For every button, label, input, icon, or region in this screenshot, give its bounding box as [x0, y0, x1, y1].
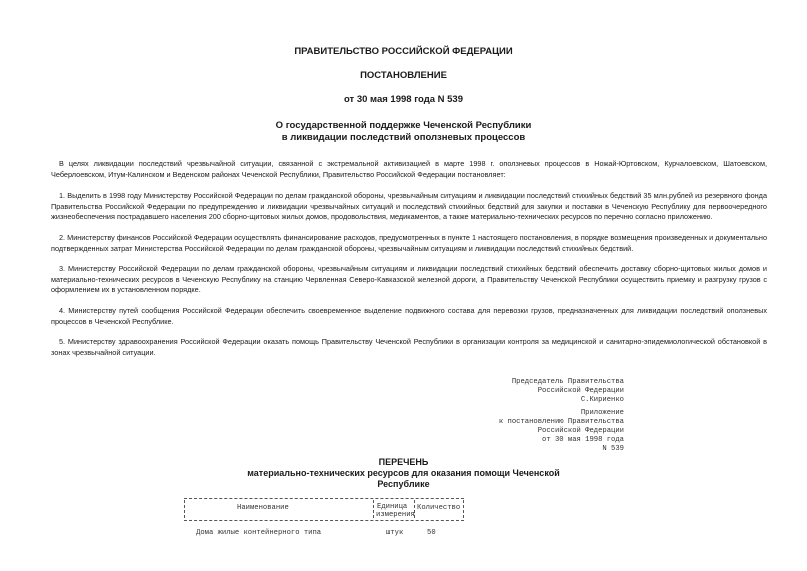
appendix-line-3: Российской Федерации	[537, 427, 624, 435]
appendix-line-5: N 539	[602, 445, 624, 453]
table-left-border	[184, 500, 185, 518]
signature-line-2: Российской Федерации	[537, 387, 624, 395]
table-header-name: Наименование	[237, 504, 289, 512]
table-cell-quantity: 50	[427, 529, 436, 537]
list-title: ПЕРЕЧЕНЬ	[378, 457, 429, 467]
table-header-unit-line-2: измерения	[376, 511, 415, 519]
signature-name: С.Кириенко	[580, 396, 624, 404]
list-subtitle-line-2: Республике	[377, 479, 430, 489]
table-header-quantity: Количество	[417, 504, 461, 512]
paragraph-1: 1. Выделить в 1998 году Министерству Российской Федерации по делам гражданской обороны, чрезвычайным ситуациям и ликвидации последствий стихийных бедствий 35 млн.рублей из резервного фонда Правительства Российской Федерации по предупреждению и ликвидации чрезвычайных ситуаций и последствий стихийных бедствий для закупки и поставки в Чеченскую Республику для первоочередного жизнеобеспечения пострадавшего населения 200 сборно-щитовых жилых домов, продовольствия, медикаментов, а также материально-технических ресурсов по перечню согласно приложению.	[51, 191, 767, 221]
appendix-line-1: Приложение	[580, 409, 624, 417]
appendix-line-4: от 30 мая 1998 года	[542, 436, 624, 444]
appendix-line-2: к постановлению Правительства	[498, 418, 624, 426]
table-header-separator	[184, 520, 464, 521]
document-type: ПОСТАНОВЛЕНИЕ	[360, 70, 447, 81]
table-column-divider	[373, 500, 374, 518]
document-date: от 30 мая 1998 года N 539	[343, 94, 464, 105]
document-title-line-1: О государственной поддержке Чеченской Республики	[275, 120, 532, 131]
list-subtitle-line-1: материально-технических ресурсов для оказания помощи Чеченской	[247, 468, 560, 478]
table-right-border	[463, 500, 464, 518]
table-header-unit-line-1: Единица	[377, 503, 408, 511]
table-top-border	[184, 498, 464, 499]
document-title-line-2: в ликвидации последствий оползневых процессов	[281, 132, 526, 143]
intro-paragraph: В целях ликвидации последствий чрезвычайной ситуации, связанной с экстремальной активизацией в марте 1998 г. оползневых процессов в Ножай-Юртовском, Курчалоевском, Шатоевском, Чеберлоевском, Итум-Калинском и Веденском районах Чеченской Республики, Правительство Российской Федерации постановляет:	[51, 159, 767, 179]
paragraph-5: 5. Министерству здравоохранения Российской Федерации оказать помощь Правительству Чеченской Республики в организации контроля за медицинской и санитарно-эпидемиологической обстановкой в зонах чрезвычайной ситуации.	[51, 337, 767, 357]
table-cell-name: Дома жилые контейнерного типа	[196, 529, 322, 537]
paragraph-2: 2. Министерству финансов Российской Федерации осуществлять финансирование расходов, предусмотренных в пункте 1 настоящего постановления, в порядке возмещения произведенных и документально подтвержденных затрат Министерства Российской Федерации по делам гражданской обороны, чрезвычайным ситуациям и ликвидации последствий стихийных бедствий.	[51, 233, 767, 253]
table-cell-unit: штук	[386, 529, 404, 537]
paragraph-3: 3. Министерству Российской Федерации по делам гражданской обороны, чрезвычайным ситуациям и ликвидации последствий стихийных бедствий обеспечить доставку сборно-щитовых жилых домов и материально-технических ресурсов в Чеченскую Республику на станцию Червленная Северо-Кавказской железной дороги, а Правительству Чеченской Республики осуществить приемку и разгрузку грузов с оформлением их в установленном порядке.	[51, 264, 767, 294]
signature-line-1: Председатель Правительства	[511, 378, 624, 386]
government-name: ПРАВИТЕЛЬСТВО РОССИЙСКОЙ ФЕДЕРАЦИИ	[294, 46, 513, 57]
paragraph-4: 4. Министерству путей сообщения Российской Федерации обеспечить своевременное выделение подвижного состава для перевозки грузов, предназначенных для ликвидации последствий оползневых процессов в Чеченской Республике.	[51, 306, 767, 326]
